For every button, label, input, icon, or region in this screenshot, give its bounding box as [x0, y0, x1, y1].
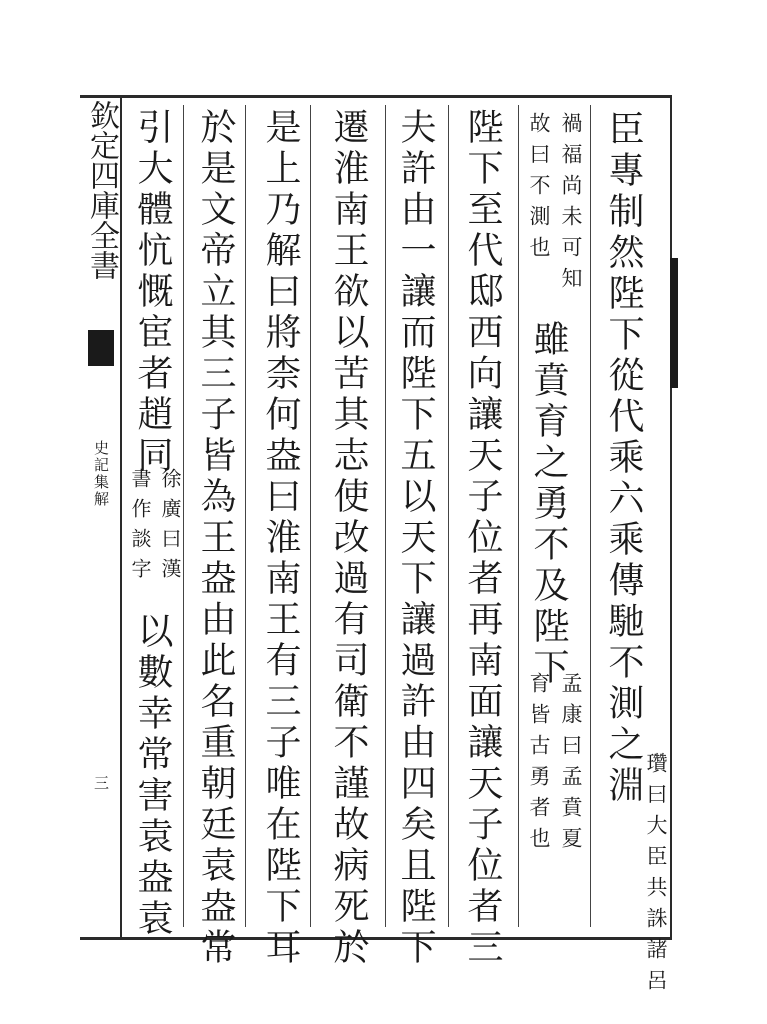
text-column-1: 臣專制然陛下從代乘六乘傳馳不測之淵	[603, 110, 644, 807]
fishtail-mark	[88, 330, 114, 366]
text-column-8: 引大體忼慨宦者趙同	[132, 108, 173, 477]
column-rule	[590, 105, 591, 927]
text-column-7: 於是文帝立其三子皆為王盎由此名重朝廷袁盎常	[195, 108, 236, 969]
column-rule	[518, 105, 519, 927]
text-column-2: 雖賁育之勇不及陛下	[528, 320, 569, 689]
text-column-8b: 以數幸常害袁盎袁	[132, 612, 173, 940]
annotation: 育皆古勇者也	[527, 672, 551, 858]
annotation: 孟康曰孟賁夏	[559, 672, 583, 858]
annotation: 故曰不測也	[527, 112, 551, 267]
column-rule	[245, 105, 246, 927]
annotation: 徐廣曰漢	[158, 468, 182, 588]
annotation: 禍福尚未可知	[559, 112, 583, 298]
column-rule	[183, 105, 184, 927]
column-rule	[310, 105, 311, 927]
text-column-3: 陛下至代邸西向讓天子位者再南面讓天子位者三	[462, 108, 503, 969]
text-column-5: 遷淮南王欲以苦其志使改過有司衛不謹故病死於	[328, 108, 369, 969]
text-column-6: 是上乃解曰將柰何盎曰淮南王有三子唯在陛下耳	[260, 108, 301, 969]
edge-mark	[670, 258, 678, 388]
book-title: 欽定四庫全書	[84, 100, 119, 280]
annotation: 書作談字	[128, 468, 152, 588]
column-rule	[385, 105, 386, 927]
column-rule	[448, 105, 449, 927]
page-number: 三	[92, 775, 110, 792]
text-column-4: 夫許由一讓而陛下五以天下讓過許由四矣且陛下	[395, 108, 436, 969]
gutter-rule	[120, 95, 122, 940]
annotation: 瓚曰大臣共誅諸呂	[644, 752, 668, 1000]
section-title: 史記集解	[92, 440, 110, 508]
